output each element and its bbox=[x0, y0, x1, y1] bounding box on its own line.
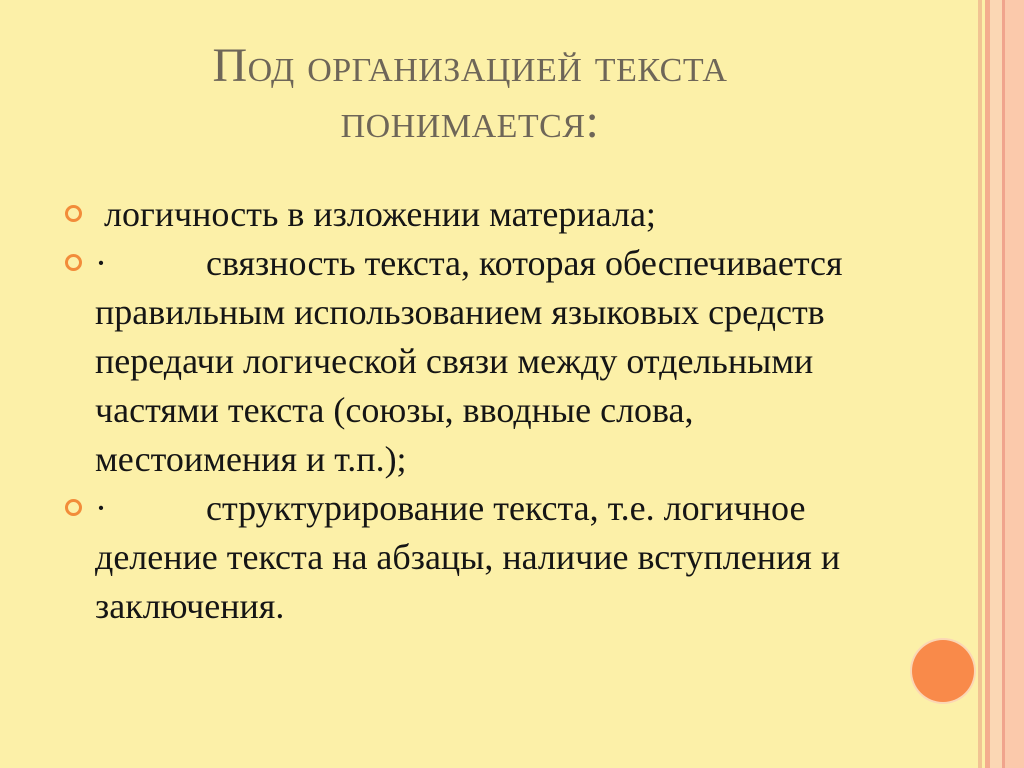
slide-title-line: понимается: bbox=[340, 95, 600, 148]
slide-title bbox=[0, 38, 940, 150]
bullet-lead-dot: · bbox=[95, 243, 107, 283]
orange-circle-icon bbox=[912, 640, 974, 702]
bullet-text: логичность в изложении материала; bbox=[95, 194, 656, 234]
bullet-text: связность текста, которая обеспечивается правильным использованием языковых средств передачи логической связи между отдельными частями текста (союзы, вводные слова, местоимения и т.п.); bbox=[95, 243, 843, 479]
slide-title-line: Под организацией текста bbox=[212, 39, 728, 92]
orange-ring-bullet-icon bbox=[65, 205, 82, 222]
bullet-item bbox=[60, 190, 850, 239]
decorative-stripe bbox=[978, 0, 982, 768]
bullet-item bbox=[60, 484, 850, 631]
bullet-list bbox=[60, 190, 850, 631]
bullet-item bbox=[60, 239, 850, 484]
orange-ring-bullet-icon bbox=[65, 499, 82, 516]
decorative-stripe bbox=[990, 0, 1002, 768]
bullet-text: структурирование текста, т.е. логичное деление текста на абзацы, наличие вступления и заключения. bbox=[95, 488, 841, 626]
bullet-lead-dot: · bbox=[95, 488, 107, 528]
decorative-stripe bbox=[1005, 0, 1024, 768]
orange-ring-bullet-icon bbox=[65, 254, 82, 271]
